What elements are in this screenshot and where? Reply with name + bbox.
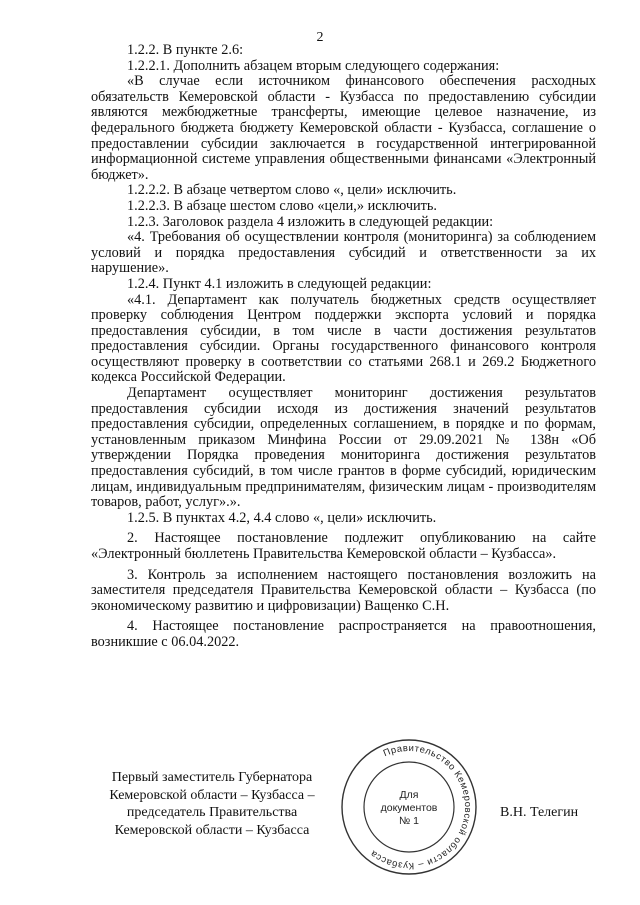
paragraph-1-2-2-1: 1.2.2.1. Дополнить абзацем вторым следующего содержания: (127, 57, 500, 74)
stamp-center-line: Для (399, 789, 419, 801)
paragraph-3-control: 3. Контроль за исполнением настоящего постановления возложить на заместителя председателя Правительства Кемеровской области – Кузбасса (по экономическому развитию и цифровизации) Ващенко С.Н. (91, 566, 596, 614)
paragraph-monitoring: Департамент осуществляет мониторинг достижения результатов предоставления субсидии исходя из достижения значений результатов предоставления субсидии, определенных соглашением, в порядке и по формам, установленным приказом Минфина России от 29.09.2021 № 138н «Об утверждении Порядка проведения мониторинга достижения результатов предоставления субсидий, в том числе грантов в форме субсидий, юридическим лицам, индивидуальным предпринимателям, физическим лицам - производителям товаров, работ, услуг».». (91, 385, 596, 511)
signature-title-line: Кемеровской области – Кузбасса (114, 822, 310, 838)
paragraph-1-2-2-3: 1.2.2.3. В абзаце шестом слово «цели,» исключить. (127, 197, 438, 214)
official-stamp (340, 738, 478, 876)
signature-title-line: Первый заместитель Губернатора (111, 770, 313, 785)
stamp-center-line: документов (380, 802, 438, 814)
stamp-center-line: № 1 (398, 815, 420, 827)
paragraph-1-2-3: 1.2.3. Заголовок раздела 4 изложить в следующей редакции: (127, 213, 494, 230)
signature-block (88, 769, 336, 839)
paragraph-section-4-title: «4. Требования об осуществлении контроля (мониторинга) за соблюдением условий и порядка предоставления субсидий и ответственности за их нарушение». (91, 229, 596, 277)
signer-name: В.Н. Телегин (500, 805, 579, 820)
page-number: 2 (316, 30, 324, 45)
signature-title-line: Кемеровской области – Кузбасса – (109, 787, 315, 803)
paragraph-2-publication: 2. Настоящее постановление подлежит опубликованию на сайте «Электронный бюллетень Правительства Кемеровской области – Кузбасса». (91, 530, 596, 562)
paragraph-4-effective-date: 4. Настоящее постановление распространяется на правоотношения, возникшие с 06.04.2022. (91, 618, 596, 650)
paragraph-1-2-4: 1.2.4. Пункт 4.1 изложить в следующей редакции: (127, 275, 432, 292)
paragraph-1-2-5: 1.2.5. В пунктах 4.2, 4.4 слово «, цели» исключить. (127, 509, 437, 526)
paragraph-insert-subsidy-agreement: «В случае если источником финансового обеспечения расходных обязательств Кемеровской области - Кузбасса по предоставлению субсидии являются межбюджетные трансферты, имеющие целевое назначение, из федерального бюджета бюджету Кемеровской области - Кузбасса, соглашение о предоставлении субсидии заключается в государственной интегрированной информационной системе управления общественными финансами «Электронный бюджет». (91, 73, 596, 183)
signature-title-line: председатель Правительства (126, 805, 298, 820)
paragraph-1-2-2: 1.2.2. В пункте 2.6: (127, 42, 244, 58)
document-body (91, 43, 596, 651)
paragraph-1-2-2-2: 1.2.2.2. В абзаце четвертом слово «, цели» исключить. (127, 182, 457, 199)
paragraph-4-1-text: «4.1. Департамент как получатель бюджетных средств осуществляет проверку соблюдения Центром поддержки экспорта условий и порядка предоставления субсидии, в том числе в части достижения результатов предоставления субсидии. Органы государственного финансового контроля осуществляют проверку в соответствии со статьями 268.1 и 269.2 Бюджетного кодекса Российской Федерации. (91, 291, 596, 386)
stamp-ring-text: Правительство Кемеровской области – Кузбасса (367, 741, 475, 873)
